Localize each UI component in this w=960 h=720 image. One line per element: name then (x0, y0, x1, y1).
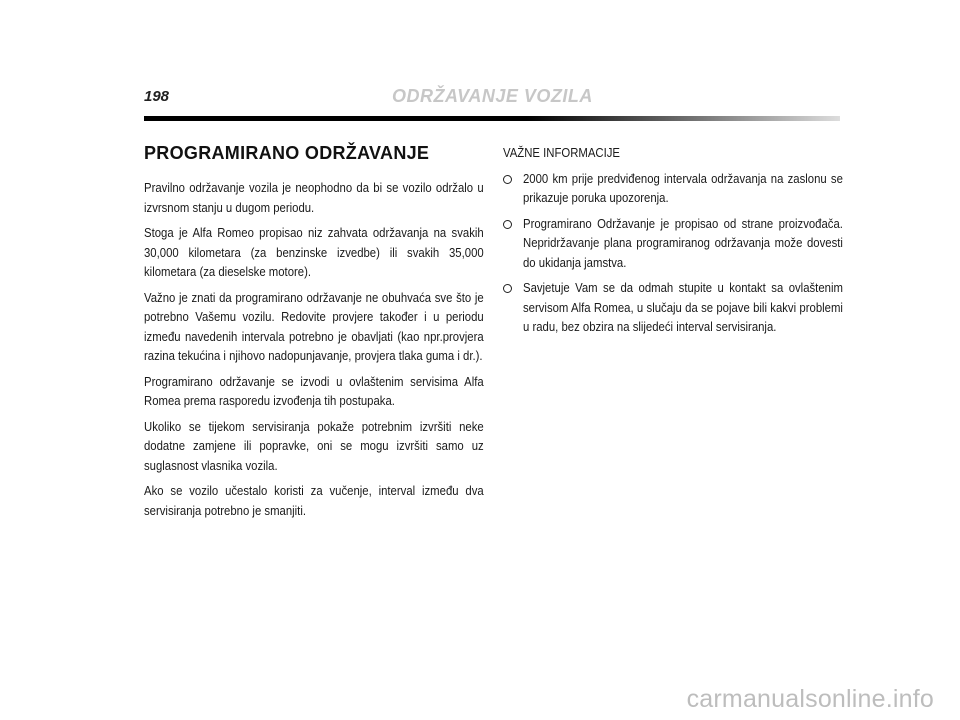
section-title: ODRŽAVANJE VOZILA (392, 86, 593, 106)
list-item (503, 169, 843, 208)
bullet-list (503, 169, 843, 337)
paragraph: Stoga je Alfa Romeo propisao niz zahvata održavanja na svakih 30,000 kilometara (za benzinske izvedbe) ili svakih 35,000 kilometara (za dieselske motore). (144, 225, 484, 279)
paragraph: Važno je znati da programirano održavanje ne obuhvaća sve što je potrebno Vašemu vozilu. Redovite provjere također i u periodu između navedenih intervala potrebno je obavljati (kao npr.provjera razina tekućina i njihovo nadopunjavanje, provjera tlaka guma i dr.). (144, 289, 484, 363)
list-item (503, 214, 843, 273)
right-column (503, 143, 843, 343)
hollow-circle-bullet-icon (503, 284, 512, 293)
paragraph: Pravilno održavanje vozila je neophodno da bi se vozilo održalo u izvrsnom stanju u dugom periodu. (144, 180, 484, 215)
bullet-text: Savjetuje Vam se da odmah stupite u kontakt sa ovlaštenim servisom Alfa Romea, u slučaju da se pojave bili kakvi problemi u radu, bez obzira na slijedeći interval servisiranja. (523, 280, 843, 334)
bullet-text: 2000 km prije predviđenog intervala održavanja na zaslonu se prikazuje poruka upozorenja. (523, 170, 843, 205)
paragraph: Ako se vozilo učestalo koristi za vučenje, interval između dva servisiranja potrebno je smanjiti. (144, 483, 484, 518)
bullet-text: Programirano Održavanje je propisao od strane proizvođača. Nepridržavanje plana programiranog održavanja može dovesti do ukidanja jamstva. (523, 215, 843, 270)
page-number: 198 (144, 88, 170, 105)
hollow-circle-bullet-icon (503, 220, 512, 229)
main-heading: PROGRAMIRANO ODRŽAVANJE (144, 143, 430, 163)
left-column (144, 143, 484, 526)
page-header (144, 86, 844, 110)
paragraph: Programirano održavanje se izvodi u ovlaštenim servisima Alfa Romea prema rasporedu izvođenja tih postupaka. (144, 373, 484, 408)
header-divider (144, 116, 840, 121)
watermark: carmanualsonline.info (686, 685, 934, 713)
list-item (503, 278, 843, 337)
paragraph: Ukoliko se tijekom servisiranja pokaže potrebnim izvršiti neke dodatne zamjene ili popravke, oni se mogu izvršiti samo uz suglasnost vlasnika vozila. (144, 418, 484, 473)
hollow-circle-bullet-icon (503, 175, 512, 184)
info-heading: VAŽNE INFORMACIJE (503, 145, 621, 160)
